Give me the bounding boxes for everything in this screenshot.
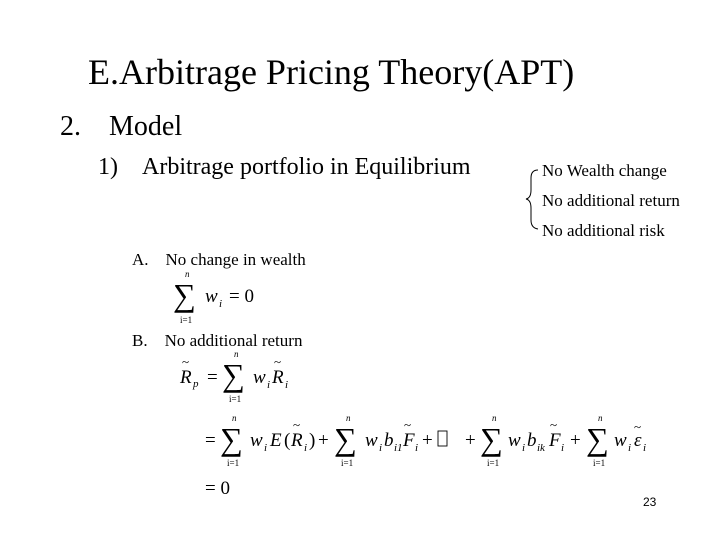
svg-text:F: F xyxy=(549,430,561,451)
weight-w: w xyxy=(205,286,218,307)
final-equals-zero: = 0 xyxy=(205,478,230,499)
svg-text:ε: ε xyxy=(634,430,642,451)
svg-text:i: i xyxy=(304,442,308,454)
sum-upper-limit: n xyxy=(185,269,190,279)
point-a-label: A. No change in wealth xyxy=(132,250,306,269)
svg-text:n: n xyxy=(232,413,237,423)
svg-text:∑: ∑ xyxy=(480,421,503,457)
svg-text:n: n xyxy=(346,413,351,423)
svg-text:ik: ik xyxy=(537,442,545,454)
equals-zero: = 0 xyxy=(229,286,254,307)
svg-text:b: b xyxy=(384,430,394,451)
svg-text:i=1: i=1 xyxy=(593,458,606,468)
point-b-label: B. No additional return xyxy=(132,331,303,350)
sum-lower-limit: i=1 xyxy=(229,394,242,404)
section-heading: 2. Model xyxy=(60,111,183,142)
svg-text:(: ( xyxy=(284,430,291,451)
svg-text:i: i xyxy=(643,442,647,454)
svg-text:~: ~ xyxy=(550,417,558,432)
curly-brace xyxy=(526,170,538,229)
sum-upper-limit: n xyxy=(234,349,239,359)
subscript-p: p xyxy=(193,378,199,390)
svg-text:w: w xyxy=(508,430,521,451)
svg-text:i: i xyxy=(628,442,632,454)
condition-no-additional-return: No additional return xyxy=(542,191,680,210)
svg-text:+: + xyxy=(318,430,329,451)
svg-text:i=1: i=1 xyxy=(341,458,354,468)
svg-text:~: ~ xyxy=(634,419,642,434)
svg-text:E: E xyxy=(270,430,282,451)
svg-text:i: i xyxy=(379,442,383,454)
svg-text:~: ~ xyxy=(404,417,412,432)
slide-title: E.Arbitrage Pricing Theory(APT) xyxy=(88,52,575,92)
svg-text:F: F xyxy=(403,430,415,451)
svg-text:i: i xyxy=(522,442,526,454)
svg-text:=: = xyxy=(205,430,216,451)
missing-glyph-box xyxy=(438,431,447,446)
svg-text:+: + xyxy=(465,430,476,451)
svg-text:i: i xyxy=(264,442,268,454)
svg-text:n: n xyxy=(492,413,497,423)
svg-text:~: ~ xyxy=(293,417,301,432)
sum-symbol: ∑ xyxy=(173,277,196,313)
svg-text:∑: ∑ xyxy=(586,421,609,457)
svg-text:i: i xyxy=(415,442,419,454)
svg-text:+: + xyxy=(570,430,581,451)
equation-no-change-in-wealth xyxy=(173,269,254,325)
sum-lower-limit: i=1 xyxy=(180,315,193,325)
svg-text:w: w xyxy=(250,430,263,451)
svg-text:i: i xyxy=(285,379,289,391)
weight-subscript-i: i xyxy=(219,298,223,310)
tilde-mark: ~ xyxy=(182,354,190,369)
svg-text:i=1: i=1 xyxy=(487,458,500,468)
svg-text:w: w xyxy=(253,367,266,388)
svg-text:~: ~ xyxy=(274,354,282,369)
svg-text:w: w xyxy=(365,430,378,451)
condition-no-additional-risk: No additional risk xyxy=(542,221,665,240)
svg-text:∑: ∑ xyxy=(334,421,357,457)
svg-text:+: + xyxy=(422,430,433,451)
condition-no-wealth-change: No Wealth change xyxy=(542,161,667,180)
subsection-heading: 1) Arbitrage portfolio in Equilibrium xyxy=(98,154,471,180)
svg-text:∑: ∑ xyxy=(220,421,243,457)
svg-text:i=1: i=1 xyxy=(227,458,240,468)
svg-text:R: R xyxy=(291,430,303,451)
svg-text:i: i xyxy=(267,379,271,391)
equation-portfolio-return xyxy=(179,349,288,404)
sum-symbol: ∑ xyxy=(222,357,245,393)
portfolio-return-R: R xyxy=(180,367,192,388)
svg-text:w: w xyxy=(614,430,627,451)
svg-text:i1: i1 xyxy=(394,442,403,454)
svg-text:i: i xyxy=(561,442,565,454)
svg-text:): ) xyxy=(309,430,316,451)
page-number: 23 xyxy=(643,495,657,509)
svg-text:R: R xyxy=(272,367,284,388)
equals-sign: = xyxy=(207,367,218,388)
svg-text:n: n xyxy=(598,413,603,423)
equation-expanded-return xyxy=(205,413,646,468)
svg-text:b: b xyxy=(527,430,537,451)
